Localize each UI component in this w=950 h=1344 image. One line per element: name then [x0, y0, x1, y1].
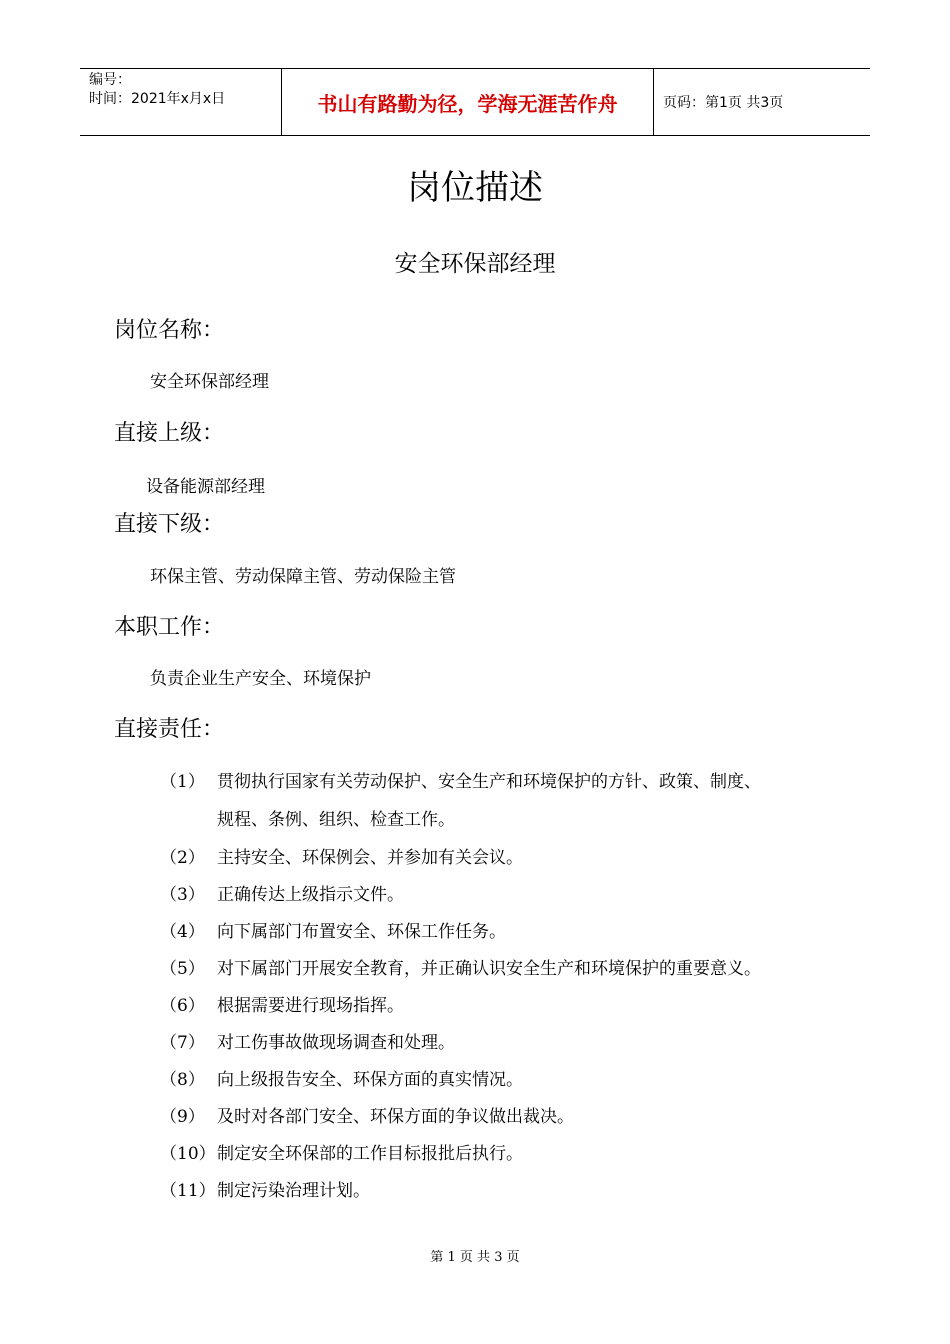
header-meta-cell [80, 69, 281, 135]
responsibility-number: （10） [160, 1144, 216, 1164]
section-body-main-duty: 负责企业生产安全、环境保护 [150, 669, 371, 689]
responsibility-number: （5） [160, 959, 205, 979]
responsibility-number: （9） [160, 1107, 205, 1127]
responsibility-text: 对工伤事故做现场调查和处理。 [217, 1033, 455, 1053]
date-label: 时间：2021年x月x日 [89, 91, 226, 107]
responsibility-number: （8） [160, 1070, 205, 1090]
responsibility-text-line: 规程、条例、组织、检查工作。 [217, 810, 455, 830]
responsibility-item [160, 1135, 860, 1173]
responsibility-number: （2） [160, 848, 205, 868]
responsibility-text: 主持安全、环保例会、并参加有关会议。 [217, 848, 523, 868]
page-label: 页码：第1页 共3页 [663, 95, 784, 111]
responsibility-text: 向下属部门布置安全、环保工作任务。 [217, 922, 506, 942]
section-heading-direct-superior: 直接上级： [114, 421, 225, 446]
responsibility-text: 正确传达上级指示文件。 [217, 885, 404, 905]
responsibility-item [160, 1024, 860, 1062]
responsibility-text: 制定污染治理计划。 [217, 1181, 370, 1201]
section-heading-direct-subordinates: 直接下级： [114, 512, 225, 537]
document-header [80, 68, 870, 136]
responsibility-item [160, 876, 860, 914]
responsibility-number: （6） [160, 996, 205, 1016]
section-heading-position-name: 岗位名称： [114, 318, 225, 343]
responsibility-text: 对下属部门开展安全教育，并正确认识安全生产和环境保护的重要意义。 [217, 959, 761, 979]
responsibility-text: 根据需要进行现场指挥。 [217, 996, 404, 1016]
page-title: 岗位描述 [407, 168, 543, 208]
section-heading-responsibilities: 直接责任： [114, 717, 225, 742]
responsibility-number: （4） [160, 922, 205, 942]
responsibility-item [160, 1098, 860, 1136]
responsibility-item [160, 1061, 860, 1099]
section-heading-main-duty: 本职工作： [114, 615, 225, 640]
responsibility-item [160, 987, 860, 1025]
responsibility-text: 制定安全环保部的工作目标报批后执行。 [217, 1144, 523, 1164]
responsibility-item [160, 763, 860, 839]
number-label: 编号： [89, 72, 131, 88]
responsibility-text-line: 贯彻执行国家有关劳动保护、安全生产和环境保护的方针、政策、制度、 [217, 772, 761, 792]
responsibility-number: （11） [160, 1181, 216, 1201]
responsibility-text: 向上级报告安全、环保方面的真实情况。 [217, 1070, 523, 1090]
page-subtitle: 安全环保部经理 [394, 251, 556, 277]
responsibility-text: 及时对各部门安全、环保方面的争议做出裁决。 [217, 1107, 574, 1127]
responsibility-number: （7） [160, 1033, 205, 1053]
responsibility-item [160, 950, 860, 988]
section-body-direct-subordinates: 环保主管、劳动保障主管、劳动保险主管 [150, 567, 456, 587]
responsibility-item [160, 839, 860, 877]
page-footer: 第 1 页 共 3 页 [430, 1250, 520, 1265]
responsibility-number: （3） [160, 885, 205, 905]
section-body-direct-superior: 设备能源部经理 [146, 477, 265, 497]
motto: 书山有路勤为径，学海无涯苦作舟 [281, 69, 654, 135]
responsibility-text [217, 763, 860, 839]
responsibility-number: （1） [160, 772, 205, 792]
responsibility-item [160, 913, 860, 951]
responsibility-item [160, 1172, 860, 1210]
section-body-position-name: 安全环保部经理 [150, 372, 269, 392]
